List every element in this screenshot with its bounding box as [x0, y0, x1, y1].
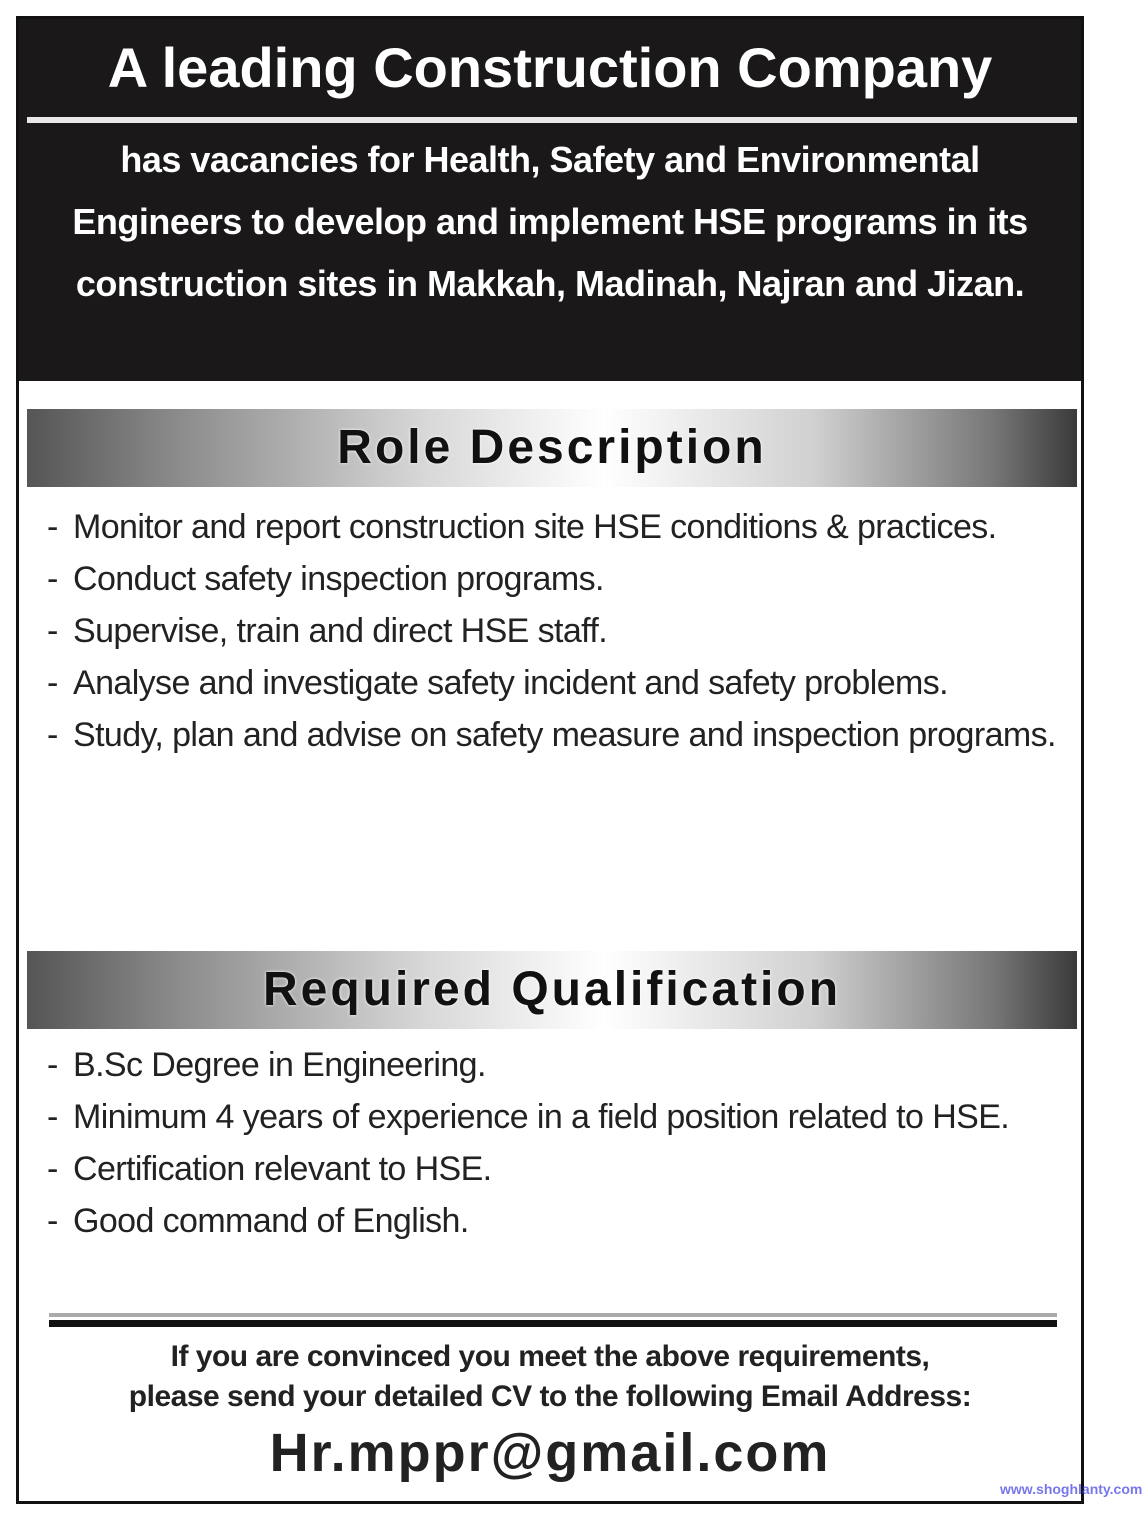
qualification-list — [47, 1039, 1067, 1247]
list-item-text: Conduct safety inspection programs. — [73, 560, 604, 598]
ad-title: A leading Construction Company — [107, 36, 993, 99]
watermark: www.shoghlanty.com — [1000, 1481, 1142, 1497]
contact-email[interactable]: Hr.mppr@gmail.com — [269, 1423, 831, 1483]
list-item — [47, 553, 1067, 605]
bullet-dash: - — [47, 508, 58, 546]
list-item — [47, 709, 1067, 761]
bullet-dash: - — [47, 1098, 58, 1136]
list-item-text: Certification relevant to HSE. — [73, 1150, 492, 1188]
bullet-dash: - — [47, 664, 58, 702]
divider — [49, 1313, 1057, 1317]
list-item — [47, 1195, 1067, 1247]
list-item-text: B.Sc Degree in Engineering. — [73, 1046, 486, 1084]
role-list — [47, 501, 1067, 761]
divider — [49, 1320, 1057, 1327]
list-item-text: Study, plan and advise on safety measure and inspection programs. — [73, 716, 1056, 754]
job-ad — [16, 16, 1084, 1504]
list-item — [47, 1039, 1067, 1091]
qualification-heading-band — [27, 951, 1077, 1029]
list-item — [47, 605, 1067, 657]
list-item-text: Good command of English. — [73, 1202, 469, 1240]
bullet-dash: - — [47, 1150, 58, 1188]
divider — [27, 117, 1077, 123]
cta-line: If you are convinced you meet the above requirements, — [170, 1340, 930, 1373]
list-item-text: Monitor and report construction site HSE conditions & practices. — [73, 508, 997, 546]
list-item-text: Minimum 4 years of experience in a field position related to HSE. — [73, 1098, 1010, 1136]
bullet-dash: - — [47, 1202, 58, 1240]
call-to-action — [19, 1337, 1081, 1417]
list-item — [47, 657, 1067, 709]
bullet-dash: - — [47, 612, 58, 650]
bullet-dash: - — [47, 716, 58, 754]
bullet-dash: - — [47, 560, 58, 598]
role-heading: Role Description — [337, 421, 767, 474]
qualification-heading: Required Qualification — [262, 963, 842, 1016]
list-item — [47, 501, 1067, 553]
list-item — [47, 1143, 1067, 1195]
list-item-text: Analyse and investigate safety incident and safety problems. — [73, 664, 948, 702]
role-heading-band — [27, 409, 1077, 487]
cta-line: please send your detailed CV to the following Email Address: — [128, 1380, 972, 1413]
intro-text: has vacancies for Health, Safety and Environmental Engineers to develop and implement HSE programs in its construction sites in Makkah, Madinah, Najran and Jizan. — [72, 139, 1028, 304]
bullet-dash: - — [47, 1046, 58, 1084]
list-item — [47, 1091, 1067, 1143]
header-panel — [19, 19, 1081, 381]
list-item-text: Supervise, train and direct HSE staff. — [73, 612, 608, 650]
